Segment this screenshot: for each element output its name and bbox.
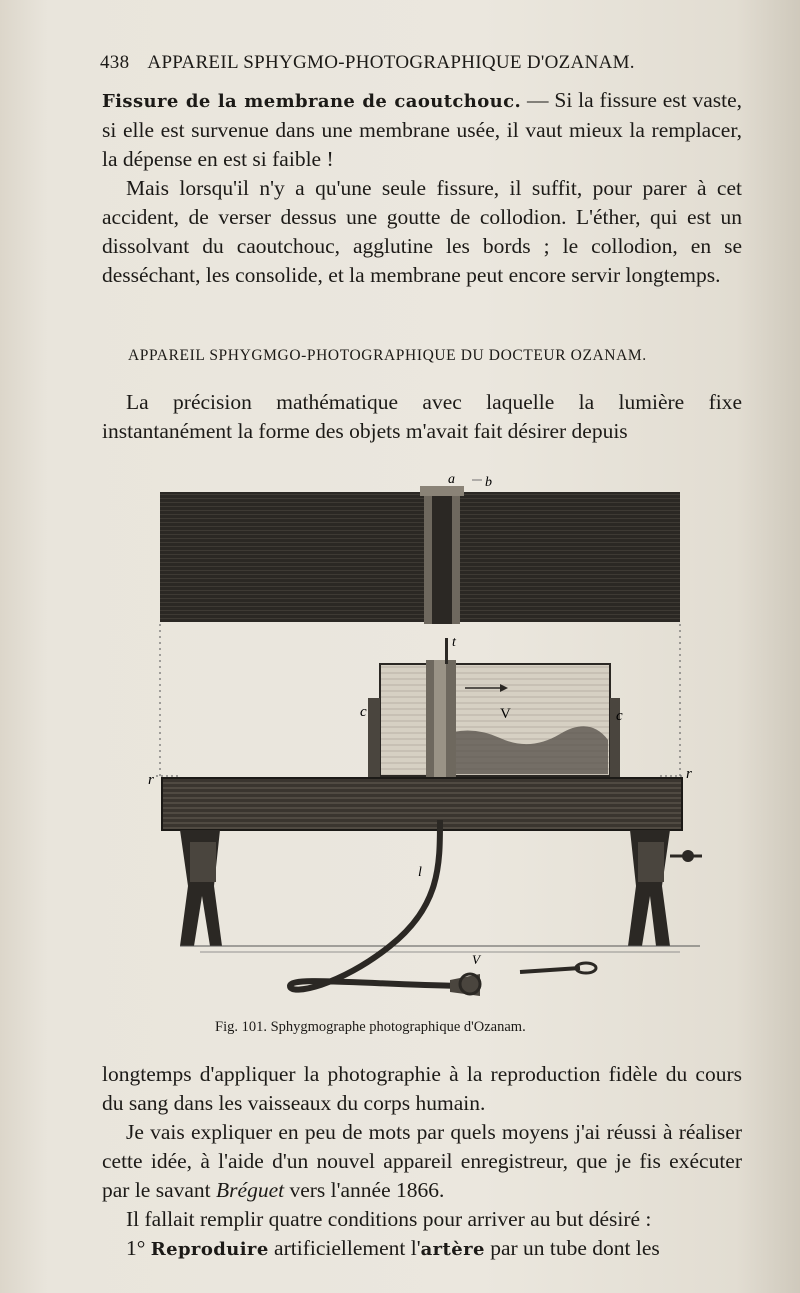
text-block-bottom xyxy=(102,1060,742,1264)
text-block-top xyxy=(102,86,742,290)
paragraph-text: Je vais expliquer en peu de mots par quels moyens j'ai réussi à réaliser cette idée, à l'aide d'un nouvel appareil enregistreur, que je fis exécuter par le savant xyxy=(102,1120,742,1202)
label-t: t xyxy=(452,635,456,650)
label-v-lower: V xyxy=(472,952,480,967)
paragraph-intro: La précision mathématique avec laquelle la lumière fixe instantanément la forme des objets m'avait fait désirer depuis xyxy=(102,390,742,443)
text-block-intro xyxy=(102,388,742,446)
bold-term: Reproduire xyxy=(150,1239,269,1260)
plate-clip-left xyxy=(368,698,380,778)
label-l: l xyxy=(418,865,422,880)
wooden-base xyxy=(162,778,682,830)
label-r-left: r xyxy=(148,772,154,788)
rubber-tube xyxy=(290,820,460,990)
section-heading: APPAREIL SPHYGMGO-PHOTOGRAPHIQUE DU DOCTEUR OZANAM. xyxy=(128,347,647,364)
paragraph-text: par un tube dont les xyxy=(484,1236,660,1260)
figure-caption: Fig. 101. Sphygmographe photographique d'Ozanam. xyxy=(215,1019,526,1035)
paragraph-fissure xyxy=(102,86,742,174)
label-r-right: r xyxy=(686,766,692,782)
paragraph-condition-1 xyxy=(102,1234,742,1264)
paragraph-conditions: Il fallait remplir quatre conditions pour arriver au but désiré : xyxy=(126,1207,652,1231)
figure-sphygmograph xyxy=(140,466,720,1026)
sphygmograph-engraving xyxy=(140,466,720,1026)
paragraph-collodion: Mais lorsqu'il n'y a qu'une seule fissure, il suffit, pour parer à cet accident, de verser dessus une goutte de collodion. L'éther, qui est un dissolvant du caoutchouc, agglutine les bords ; le collodion, en se desséchant, les consolide, et la membrane peut encore servir longtemps. xyxy=(102,176,742,287)
paragraph-text: artificiellement l' xyxy=(268,1236,421,1260)
label-a: a xyxy=(448,472,455,487)
paragraph-text: — Si la fissure est vaste, si elle est survenue dans une membrane usée, il vaut mieux la remplacer, la dépense en est si faible ! xyxy=(102,88,742,171)
label-v: V xyxy=(500,706,511,722)
paragraph-lead-bold: Fissure de la membrane de caoutchouc. xyxy=(102,91,522,112)
slot-cap xyxy=(420,486,464,496)
paragraph-continuation: longtemps d'appliquer la photographie à la reproduction fidèle du cours du sang dans les vaisseaux du corps humain. xyxy=(102,1062,742,1115)
running-title: APPAREIL SPHYGMO-PHOTOGRAPHIQUE D'OZANAM. xyxy=(147,52,635,73)
label-c-right: c xyxy=(616,708,623,724)
key-shaft xyxy=(520,968,580,972)
running-header xyxy=(100,52,710,74)
condition-number: 1° xyxy=(126,1236,151,1260)
page-number: 438 xyxy=(100,52,130,73)
bold-term: artère xyxy=(420,1239,485,1260)
slot-channel xyxy=(432,490,452,624)
paragraph-breguet xyxy=(102,1118,742,1205)
name-italic: Bréguet xyxy=(216,1178,285,1202)
label-c-left: c xyxy=(360,704,367,720)
paragraph-text: vers l'année 1866. xyxy=(284,1178,445,1202)
dark-plate xyxy=(160,492,680,622)
label-b: b xyxy=(485,475,492,490)
